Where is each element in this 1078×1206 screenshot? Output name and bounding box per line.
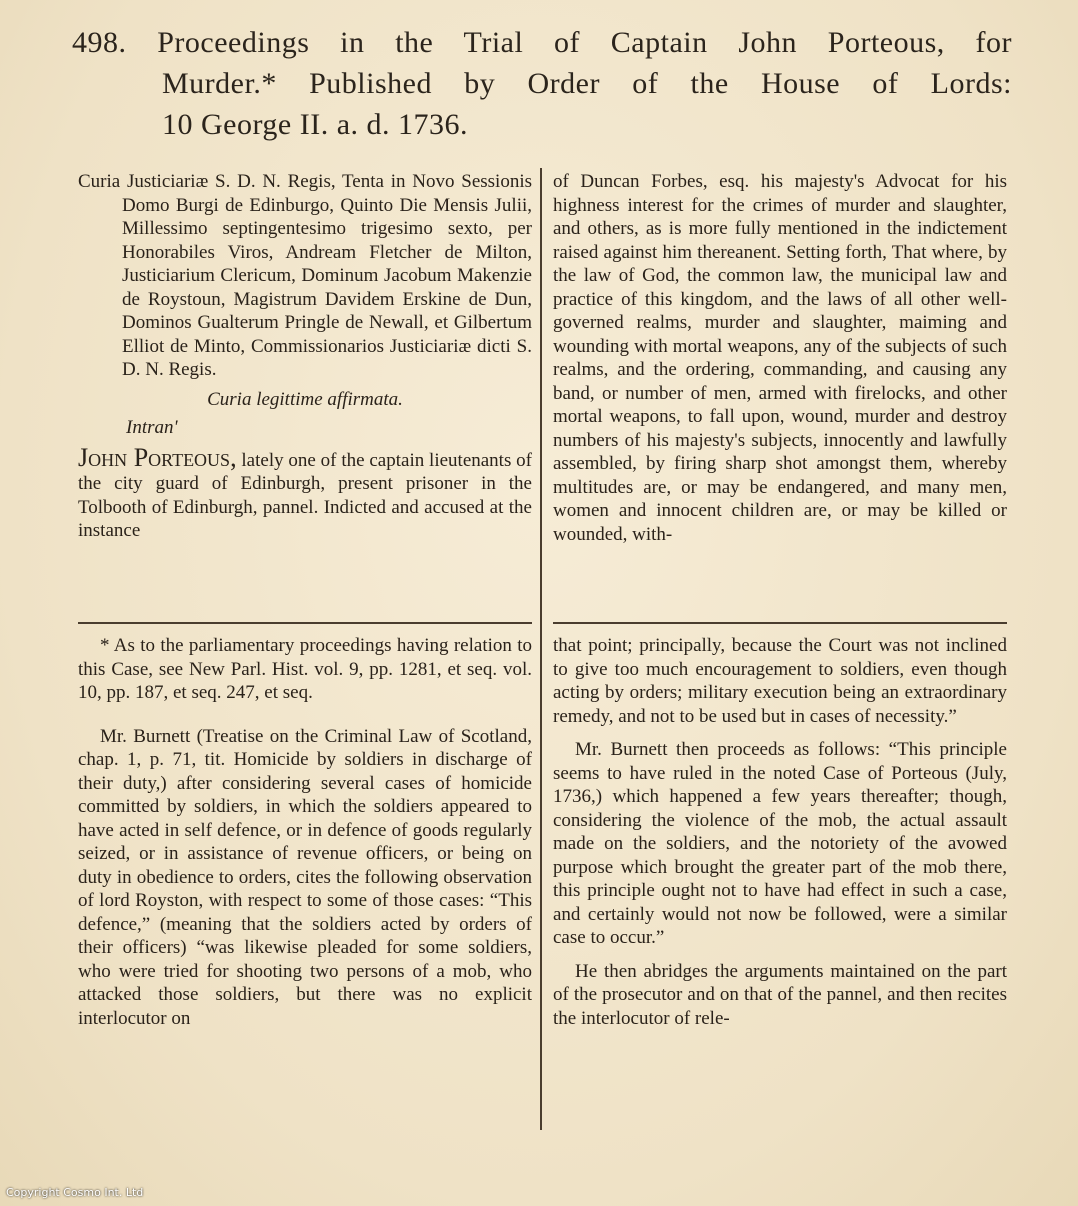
abridges-paragraph: He then abridges the arguments maintained on the part of the prosecutor and on that of the pannel, and then recites the interlocutor of rele- (553, 960, 1007, 1029)
intran-label: Intran' (126, 417, 178, 438)
latin-court-heading: Curia Justiciariæ S. D. N. Regis, Tenta in Novo Sessionis Domo Burgi de Edinburgo, Quinto Die Mensis Julii, Millessimo septingentesimo trigesimo sexto, per Honorabiles Viros, Andream Fletcher de Milton, Justiciarium Clericum, Dominum Jacobum Makenzie de Roystoun, Magistrum Davidem Erskine de Dun, Dominos Gualterum Pringle de Newall, et Gilbertum Elliot de Minto, Commissionarios Justiciariæ dicti S. D. N. Regis. (78, 171, 532, 380)
right-column-top (553, 170, 1007, 546)
curia-line: Curia legittime affirmata. (207, 388, 403, 410)
porteous-paragraph (78, 442, 533, 543)
burnett-paragraph: Mr. Burnett (Treatise on the Criminal Law of Scotland, chap. 1, p. 71, tit. Homicide by soldiers in discharge of their duty,) after considering several cases of homicide committed by soldiers, in which the soldiers appeared to have acted in self defence, or in defence of goods regularly seized, or in assistance of revenue officers, or being on duty in obedience to orders, cites the following observation of lord Royston, with respect to some of those cases: “This defence,” (meaning that the soldiers acted by orders of their officers) “was likewise pleaded for some soldiers, who were tried for shooting two persons of a mob, who attacked those soldiers, but there was no explicit interlocutor on (78, 725, 532, 1029)
indictment-paragraph: of Duncan Forbes, esq. his majesty's Advocat for his highness interest for the crimes of murder and slaughter, and others, as is more fully mentioned in the indictement raised against him thereanent. Setting forth, That where, by the law of God, the common law, the municipal law and practice of this kingdom, and the laws of all other well-governed realms, murder and slaughter, maiming and wounding with mortal weapons, any of the subjects of such realms, and the ordering, commanding, and causing any band, or number of men, armed with firelocks, and other mortal weapons, to fall upon, wound, murder and destroy numbers of his majesty's subjects, innocently and lawfully assembled, by firing sharp shot amongst them, whereby multitudes are, or may be endangered, and many men, women and innocent children are, or may be killed or wounded, with- (553, 171, 1007, 545)
left-footnote-rule (78, 622, 532, 624)
copyright-watermark: Copyright Cosmo Int. Ltd (6, 1186, 144, 1199)
porteous-text: lately one of the captain lieutenants of the city guard of Edinburgh, present prisoner in the Tolbooth of Edinburgh, pannel. Indicted and accused at the instance (78, 449, 533, 541)
title-line-2: Murder.* Published by Order of the House of Lords: (162, 67, 1012, 100)
page-title (72, 22, 1012, 145)
title-line-3: 10 George II. a. d. 1736. (162, 108, 469, 141)
continuation-paragraph: that point; principally, because the Court was not inclined to give too much encouragement to soldiers, even though acting by orders; military execution being an extraordinary remedy, and not to be used but in cases of necessity.” (553, 635, 1007, 727)
title-line-1: 498. Proceedings in the Trial of Captain John Porteous, for (72, 26, 1012, 59)
burnett-proceeds-paragraph: Mr. Burnett then proceeds as follows: “This principle seems to have ruled in the noted Case of Porteous (July, 1736,) which happened a few years thereafter; though, considering the violence of the mob, the actual assault made on the soldiers, and the notoriety of the avowed purpose which brought the greater part of the mob there, this principle ought not to have had effect in such a case, and certainly would not now be followed, were a similar case to occur.” (553, 739, 1007, 948)
right-footnote-rule (553, 622, 1007, 624)
left-column-top (78, 170, 532, 543)
column-divider (540, 168, 542, 1130)
right-column-bottom (553, 634, 1007, 1030)
footnote: * As to the parliamentary proceedings having relation to this Case, see New Parl. Hist. vol. 9, pp. 1281, et seq. vol. 10, pp. 187, et seq. 247, et seq. (78, 635, 532, 703)
porteous-name: John Porteous, (78, 442, 237, 472)
left-column-bottom (78, 634, 532, 1030)
